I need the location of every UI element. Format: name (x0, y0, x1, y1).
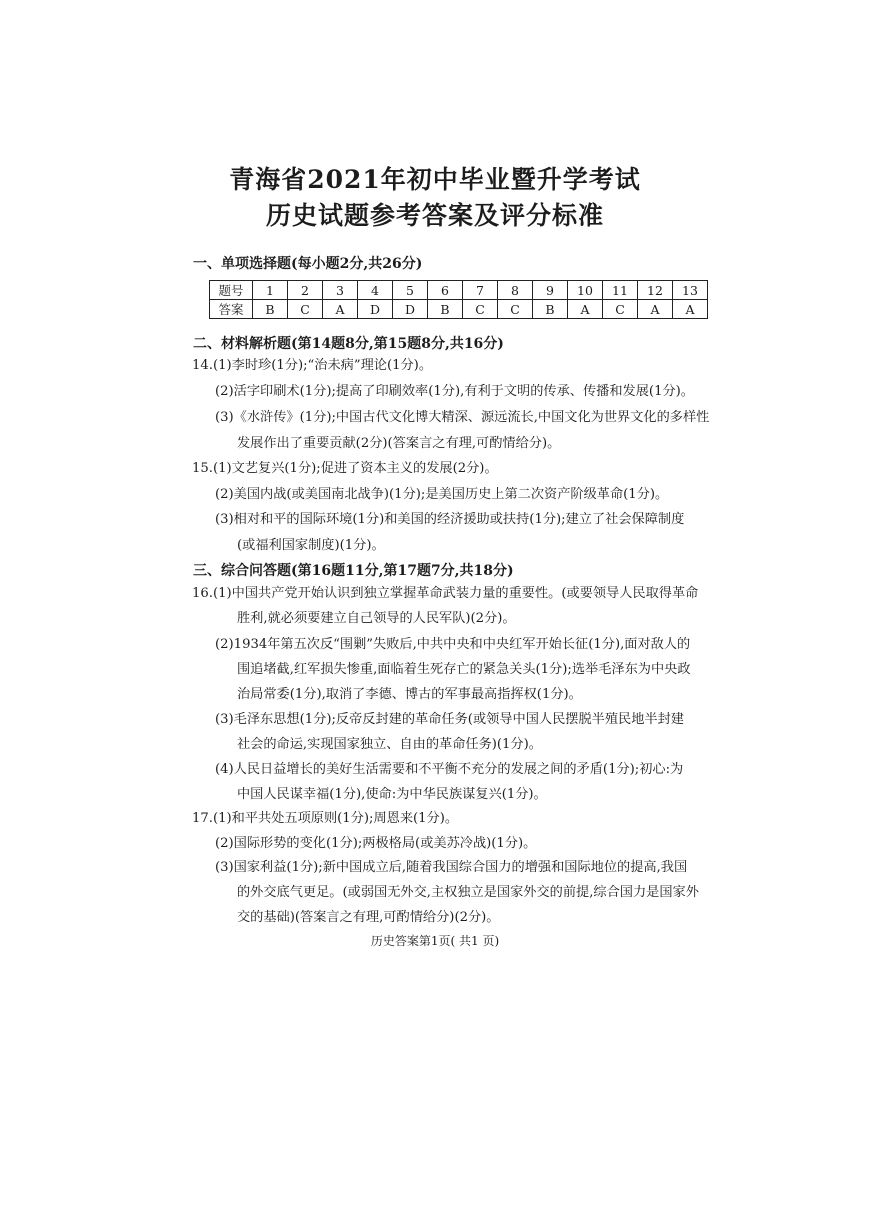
question-number: 10 (568, 281, 603, 300)
answer-cell: B (253, 300, 288, 319)
answer-cell: D (393, 300, 428, 319)
row-label-answer: 答案 (210, 300, 253, 319)
section3-heading: 三、综合问答题(第16题11分,第17题7分,共18分) (193, 563, 514, 579)
question-number: 9 (533, 281, 568, 300)
answer-cell: A (568, 300, 603, 319)
question-number: 4 (358, 281, 393, 300)
question-number: 5 (393, 281, 428, 300)
question-number-row (210, 281, 708, 300)
section2-heading: 二、材料解析题(第14题8分,第15题8分,共16分) (193, 336, 504, 352)
q15-part3-line2: (或福利国家制度)(1分)。 (237, 538, 385, 553)
q14-part3-line2: 发展作出了重要贡献(2分)(答案言之有理,可酌情给分)。 (237, 436, 561, 451)
q16-part4-line2: 中国人民谋幸福(1分),使命:为中华民族谋复兴(1分)。 (237, 787, 547, 802)
q16-part1-line1: 16.(1)中国共产党开始认识到独立掌握革命武装力量的重要性。(或要领导人民取得革命 (192, 586, 699, 601)
answer-cell: C (603, 300, 638, 319)
q17-part3-line2: 的外交底气更足。(或弱国无外交,主权独立是国家外交的前提,综合国力是国家外 (237, 885, 699, 900)
q17-part2: (2)国际形势的变化(1分);两极格局(或美苏冷战)(1分)。 (215, 836, 537, 851)
answer-cell: B (428, 300, 463, 319)
answer-cell: A (323, 300, 358, 319)
question-number: 8 (498, 281, 533, 300)
q16-part2-line1: (2)1934年第五次反“围剿”失败后,中共中央和中央红军开始长征(1分),面对敌人的 (215, 637, 691, 652)
answer-cell: D (358, 300, 393, 319)
q17-part3-line3: 交的基础)(答案言之有理,可酌情给分)(2分)。 (237, 910, 500, 925)
answer-cell: A (638, 300, 673, 319)
q16-part3-line2: 社会的命运,实现国家独立、自由的革命任务)(1分)。 (237, 737, 542, 752)
row-label-number: 题号 (210, 281, 253, 300)
q15-part2: (2)美国内战(或美国南北战争)(1分);是美国历史上第二次资产阶级革命(1分)。 (215, 487, 669, 502)
q16-part2-line2: 围追堵截,红军损失惨重,面临着生死存亡的紧急关头(1分);选举毛泽东为中央政 (237, 662, 691, 677)
answer-cell: A (673, 300, 708, 319)
answer-row (210, 300, 708, 319)
q17-part3-line1: (3)国家利益(1分);新中国成立后,随着我国综合国力的增强和国际地位的提高,我国 (215, 860, 688, 875)
question-number: 3 (323, 281, 358, 300)
q16-part3-line1: (3)毛泽东思想(1分);反帝反封建的革命任务(或领导中国人民摆脱半殖民地半封建 (215, 712, 684, 727)
question-number: 6 (428, 281, 463, 300)
q17-part1: 17.(1)和平共处五项原则(1分);周恩来(1分)。 (192, 811, 459, 826)
answer-table (209, 280, 708, 319)
q15-part3-line1: (3)相对和平的国际环境(1分)和美国的经济援助或扶持(1分);建立了社会保障制度 (215, 512, 685, 527)
q14-part1: 14.(1)李时珍(1分);“治未病”理论(1分)。 (192, 358, 433, 373)
answer-cell: C (498, 300, 533, 319)
q14-part3-line1: (3)《水浒传》(1分);中国古代文化博大精深、源远流长,中国文化为世界文化的多样性 (215, 410, 710, 425)
q16-part4-line1: (4)人民日益增长的美好生活需要和不平衡不充分的发展之间的矛盾(1分);初心:为 (215, 762, 684, 777)
q15-part1: 15.(1)文艺复兴(1分);促进了资本主义的发展(2分)。 (192, 461, 498, 476)
section1-heading: 一、单项选择题(每小题2分,共26分) (193, 256, 423, 272)
question-number: 2 (288, 281, 323, 300)
q14-part2: (2)活字印刷术(1分);提高了印刷效率(1分),有利于文明的传承、传播和发展(1分)。 (215, 384, 694, 399)
q16-part2-line3: 治局常委(1分),取消了李德、博古的军事最高指挥权(1分)。 (237, 687, 582, 702)
question-number: 12 (638, 281, 673, 300)
answer-cell: C (288, 300, 323, 319)
answer-cell: B (533, 300, 568, 319)
q16-part1-line2: 胜利,就必须要建立自己领导的人民军队)(2分)。 (237, 611, 516, 626)
page-footer: 历史答案第1页( 共1 页) (370, 934, 500, 948)
answer-cell: C (463, 300, 498, 319)
page-title-line1: 青海省2021年初中毕业暨升学考试 (229, 165, 641, 194)
question-number: 1 (253, 281, 288, 300)
page-title-line2: 历史试题参考答案及评分标准 (265, 201, 604, 230)
question-number: 13 (673, 281, 708, 300)
question-number: 7 (463, 281, 498, 300)
question-number: 11 (603, 281, 638, 300)
